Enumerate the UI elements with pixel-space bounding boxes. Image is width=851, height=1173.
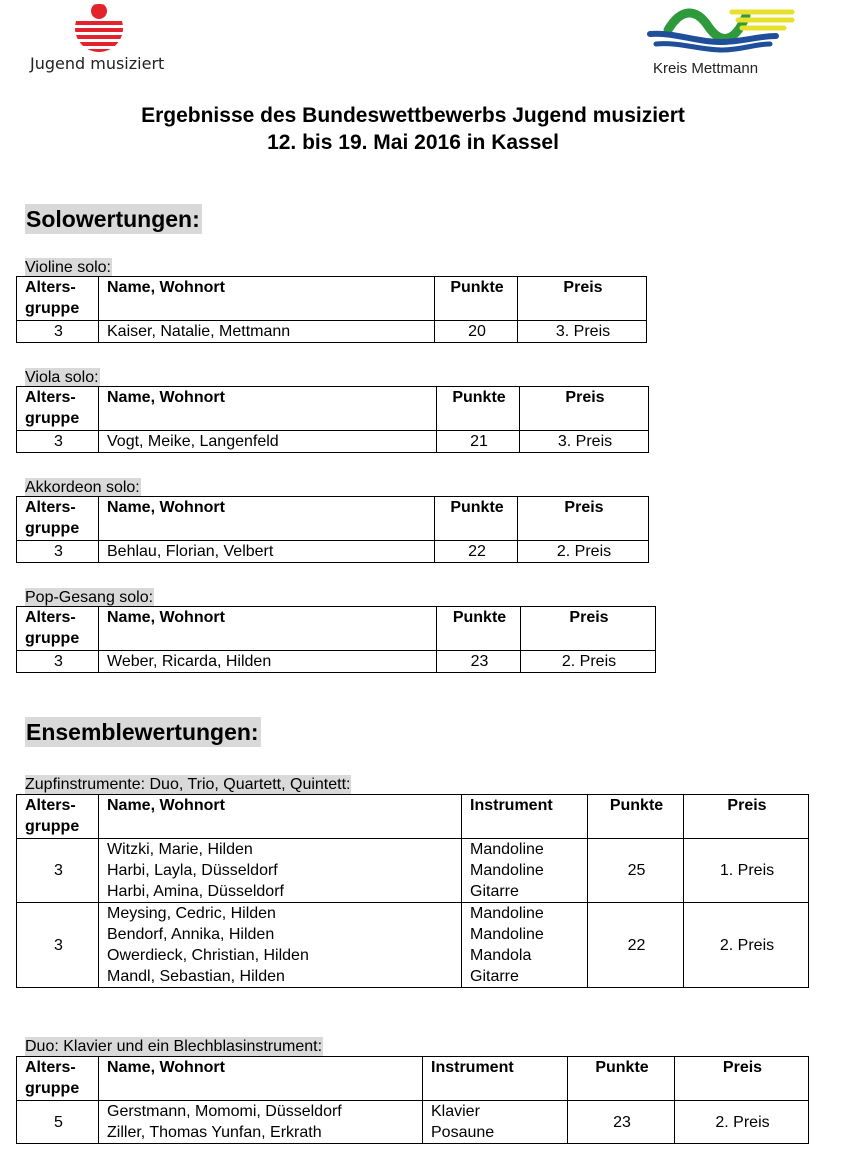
cell-name: Kaiser, Natalie, Mettmann xyxy=(99,321,435,343)
col-header-name: Name, Wohnort xyxy=(99,1057,423,1101)
cell-points: 23 xyxy=(437,651,521,673)
table-header-row xyxy=(17,607,656,651)
cell-points: 20 xyxy=(435,321,518,343)
solo-heading: Solowertungen: xyxy=(26,206,200,232)
title-line-2: 12. bis 19. Mai 2016 in Kassel xyxy=(267,131,559,154)
col-header-age: Alters- gruppe xyxy=(17,795,99,839)
category-label-zupfinstrumente: Zupfinstrumente: Duo, Trio, Quartett, Quintett: xyxy=(25,776,351,793)
col-header-points: Punkte xyxy=(588,795,684,839)
table-violine xyxy=(16,276,647,343)
cell-instruments: Mandoline Mandoline Mandola Gitarre xyxy=(462,903,588,988)
col-header-age: Alters- gruppe xyxy=(17,497,99,541)
cell-prize: 2. Preis xyxy=(518,541,649,563)
cell-points: 22 xyxy=(435,541,518,563)
table-viola xyxy=(16,386,649,453)
cell-age: 3 xyxy=(17,541,99,563)
col-header-name: Name, Wohnort xyxy=(99,497,435,541)
cell-names: Witzki, Marie, Hilden Harbi, Layla, Düsseldorf Harbi, Amina, Düsseldorf xyxy=(99,839,462,903)
table-header-row xyxy=(17,277,647,321)
table-row xyxy=(17,321,647,343)
cell-points: 23 xyxy=(568,1101,675,1144)
table-row xyxy=(17,431,649,453)
category-label-pop-gesang: Pop-Gesang solo: xyxy=(25,589,154,606)
col-header-name: Name, Wohnort xyxy=(99,387,437,431)
kreis-mettmann-wave-icon xyxy=(646,4,796,60)
kreis-mettmann-logo xyxy=(646,4,796,79)
logo-right-text: Kreis Mettmann xyxy=(653,60,759,77)
table-row xyxy=(17,903,809,988)
ensemble-heading: Ensemblewertungen: xyxy=(26,719,259,745)
title-line-1: Ergebnisse des Bundeswettbewerbs Jugend musiziert xyxy=(141,104,685,127)
table-row xyxy=(17,1101,809,1144)
table-header-row xyxy=(17,387,649,431)
table-row xyxy=(17,839,809,903)
cell-age: 3 xyxy=(17,839,99,903)
col-header-points: Punkte xyxy=(435,277,518,321)
category-label-duo-klavier-blech: Duo: Klavier und ein Blechblasinstrument: xyxy=(25,1038,323,1055)
col-header-prize: Preis xyxy=(684,795,809,839)
col-header-prize: Preis xyxy=(518,277,647,321)
table-pop-gesang xyxy=(16,606,656,673)
cell-name: Behlau, Florian, Velbert xyxy=(99,541,435,563)
cell-age: 5 xyxy=(17,1101,99,1144)
col-header-prize: Preis xyxy=(521,607,656,651)
table-row xyxy=(17,651,656,673)
category-label-akkordeon: Akkordeon solo: xyxy=(25,479,140,496)
category-label-violine: Violine solo: xyxy=(25,259,111,276)
col-header-age: Alters- gruppe xyxy=(17,387,99,431)
cell-names: Meysing, Cedric, Hilden Bendorf, Annika, Hilden Owerdieck, Christian, Hilden Mandl, Sebastian, Hilden xyxy=(99,903,462,988)
cell-prize: 1. Preis xyxy=(684,839,809,903)
cell-age: 3 xyxy=(17,651,99,673)
jugend-musiziert-logo xyxy=(28,2,188,77)
cell-points: 22 xyxy=(588,903,684,988)
col-header-name: Name, Wohnort xyxy=(99,795,462,839)
col-header-instrument: Instrument xyxy=(462,795,588,839)
col-header-instrument: Instrument xyxy=(423,1057,568,1101)
table-header-row xyxy=(17,1057,809,1101)
table-akkordeon xyxy=(16,496,649,563)
cell-points: 25 xyxy=(588,839,684,903)
table-header-row xyxy=(17,497,649,541)
cell-name: Weber, Ricarda, Hilden xyxy=(99,651,437,673)
cell-prize: 3. Preis xyxy=(520,431,649,453)
col-header-prize: Preis xyxy=(518,497,649,541)
col-header-points: Punkte xyxy=(435,497,518,541)
col-header-prize: Preis xyxy=(675,1057,809,1101)
logo-left-text: Jugend musiziert xyxy=(30,54,165,73)
cell-instruments: Klavier Posaune xyxy=(423,1101,568,1144)
category-label-viola: Viola solo: xyxy=(25,369,99,386)
col-header-prize: Preis xyxy=(520,387,649,431)
col-header-points: Punkte xyxy=(437,387,520,431)
cell-name: Vogt, Meike, Langenfeld xyxy=(99,431,437,453)
table-row xyxy=(17,541,649,563)
document-title xyxy=(0,102,826,156)
col-header-points: Punkte xyxy=(437,607,521,651)
cell-prize: 2. Preis xyxy=(675,1101,809,1144)
cell-points: 21 xyxy=(437,431,520,453)
table-zupfinstrumente xyxy=(16,794,809,988)
col-header-name: Name, Wohnort xyxy=(99,607,437,651)
jugend-musiziert-emblem-icon xyxy=(73,2,125,54)
cell-names: Gerstmann, Momomi, Düsseldorf Ziller, Thomas Yunfan, Erkrath xyxy=(99,1101,423,1144)
col-header-name: Name, Wohnort xyxy=(99,277,435,321)
col-header-age: Alters- gruppe xyxy=(17,607,99,651)
col-header-age: Alters- gruppe xyxy=(17,1057,99,1101)
cell-instruments: Mandoline Mandoline Gitarre xyxy=(462,839,588,903)
cell-age: 3 xyxy=(17,431,99,453)
cell-age: 3 xyxy=(17,903,99,988)
table-duo-klavier-blech xyxy=(16,1056,809,1144)
col-header-points: Punkte xyxy=(568,1057,675,1101)
cell-age: 3 xyxy=(17,321,99,343)
table-header-row xyxy=(17,795,809,839)
cell-prize: 3. Preis xyxy=(518,321,647,343)
col-header-age: Alters- gruppe xyxy=(17,277,99,321)
cell-prize: 2. Preis xyxy=(521,651,656,673)
cell-prize: 2. Preis xyxy=(684,903,809,988)
